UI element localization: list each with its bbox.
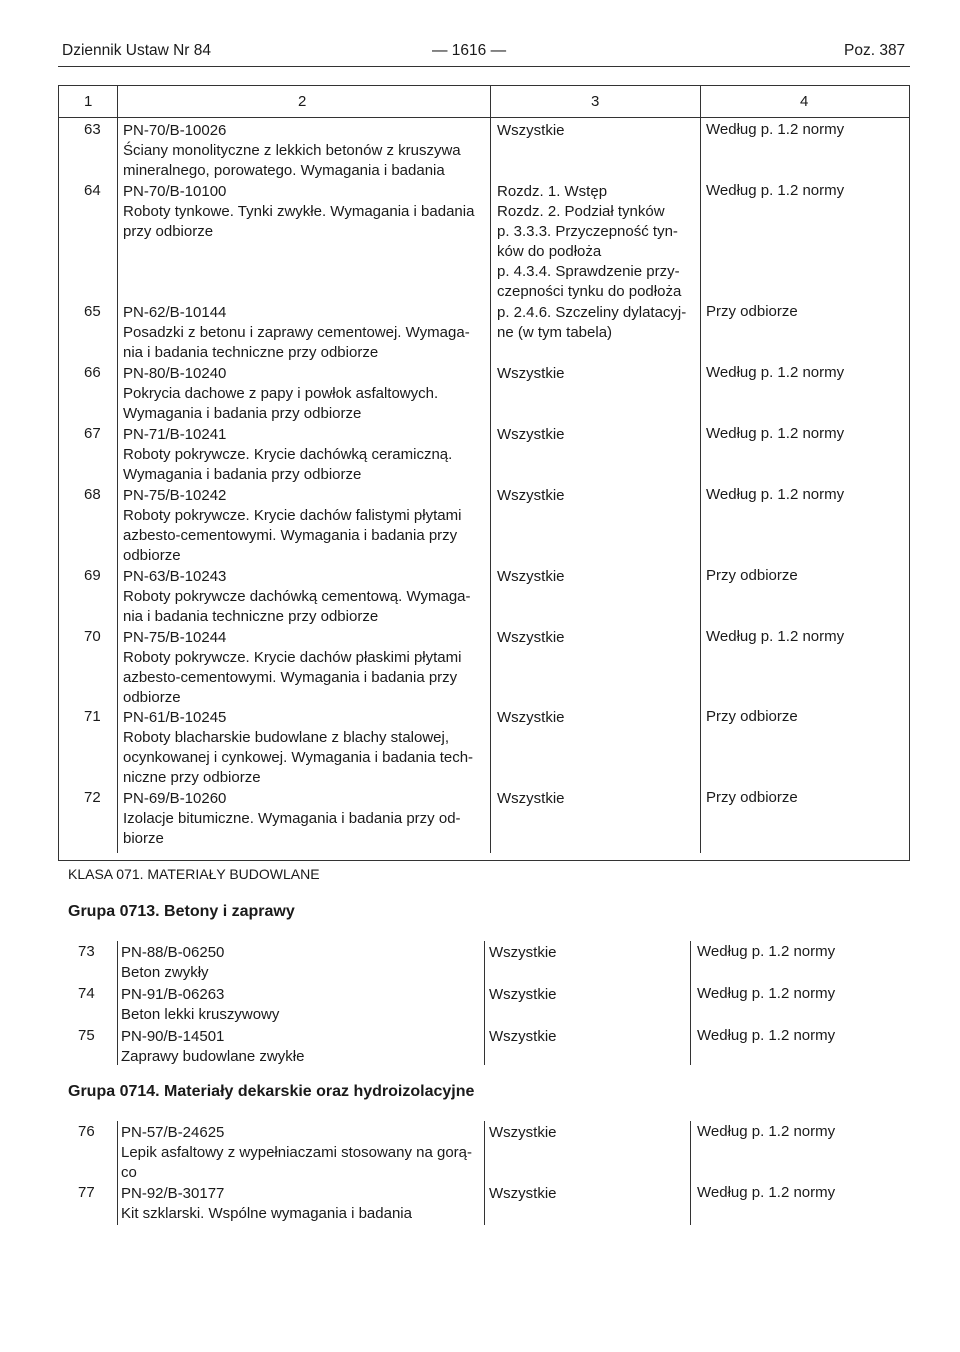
row-72-status: Przy odbiorze	[706, 789, 798, 806]
row-64-number: 64	[84, 182, 101, 199]
row-64-scope-line: czepności tynku do podłoża	[497, 283, 682, 300]
row-76-desc-line: co	[121, 1164, 137, 1181]
row-69-scope: Wszystkie	[497, 568, 565, 585]
column-rule-2	[484, 1121, 485, 1225]
row-66-number: 66	[84, 364, 101, 381]
row-70-desc-line: Roboty pokrywcze. Krycie dachów płaskimi płytami	[123, 649, 462, 666]
column-rule-1	[117, 1121, 118, 1225]
row-63-desc-line: mineralnego, porowatego. Wymagania i badania	[123, 162, 445, 179]
row-63-scope: Wszystkie	[497, 122, 565, 139]
row-69-desc-line: nia i badania techniczne przy odbiorze	[123, 608, 379, 625]
row-73-scope: Wszystkie	[489, 944, 557, 961]
column-rule-2	[490, 85, 491, 853]
row-68-desc-line: odbiorze	[123, 547, 181, 564]
row-64-scope-line: Rozdz. 1. Wstęp	[497, 183, 608, 200]
row-69-desc-code: PN-63/B-10243	[123, 568, 227, 585]
row-74-number: 74	[78, 985, 95, 1002]
row-64-desc-code: PN-70/B-10100	[123, 183, 227, 200]
row-76-status: Według p. 1.2 normy	[697, 1123, 836, 1140]
row-68-desc-line: azbesto-cementowymi. Wymagania i badania przy	[123, 527, 458, 544]
row-72-number: 72	[84, 789, 101, 806]
row-64-desc-line: przy odbiorze	[123, 223, 214, 240]
row-69-status: Przy odbiorze	[706, 567, 798, 584]
table-bottom-border	[58, 860, 910, 861]
row-63-desc-line: Ściany monolityczne z lekkich betonów z kruszywa	[123, 142, 461, 159]
row-75-status: Według p. 1.2 normy	[697, 1027, 836, 1044]
row-70-number: 70	[84, 628, 101, 645]
row-76-number: 76	[78, 1123, 95, 1140]
row-73-status: Według p. 1.2 normy	[697, 943, 836, 960]
row-67-status: Według p. 1.2 normy	[706, 425, 845, 442]
table-header-rule	[58, 117, 910, 118]
group-0714-title: Grupa 0714. Materiały dekarskie oraz hydroizolacyjne	[68, 1083, 475, 1100]
row-70-status: Według p. 1.2 normy	[706, 628, 845, 645]
row-74-desc-line: Beton lekki kruszywowy	[121, 1006, 280, 1023]
row-70-desc-code: PN-75/B-10244	[123, 629, 227, 646]
table-top-border	[58, 85, 910, 86]
row-69-number: 69	[84, 567, 101, 584]
row-63-number: 63	[84, 121, 101, 138]
row-72-desc-line: Izolacje bitumiczne. Wymagania i badania przy od-	[123, 810, 461, 827]
row-66-scope: Wszystkie	[497, 365, 565, 382]
journal-title: Dziennik Ustaw Nr 84	[62, 42, 212, 59]
row-76-desc-code: PN-57/B-24625	[121, 1124, 225, 1141]
column-header-3: 3	[591, 93, 600, 110]
column-rule-3	[700, 85, 701, 853]
row-74-desc-code: PN-91/B-06263	[121, 986, 225, 1003]
row-74-status: Według p. 1.2 normy	[697, 985, 836, 1002]
row-67-desc-line: Roboty pokrywcze. Krycie dachówką ceramiczną.	[123, 446, 453, 463]
row-71-desc-line: niczne przy odbiorze	[123, 769, 261, 786]
row-76-desc-line: Lepik asfaltowy z wypełniaczami stosowany na gorą-	[121, 1144, 472, 1161]
row-75-desc-line: Zaprawy budowlane zwykłe	[121, 1048, 305, 1065]
row-71-status: Przy odbiorze	[706, 708, 798, 725]
table-right-border	[909, 85, 910, 860]
row-71-desc-line: Roboty blacharskie budowlane z blachy stalowej,	[123, 729, 450, 746]
row-64-scope-line: Rozdz. 2. Podział tynków	[497, 203, 665, 220]
row-67-desc-code: PN-71/B-10241	[123, 426, 227, 443]
page-number: — 1616 —	[432, 42, 507, 59]
row-72-scope: Wszystkie	[497, 790, 565, 807]
row-77-scope: Wszystkie	[489, 1185, 557, 1202]
row-72-desc-code: PN-69/B-10260	[123, 790, 227, 807]
row-68-number: 68	[84, 486, 101, 503]
row-70-scope: Wszystkie	[497, 629, 565, 646]
row-77-number: 77	[78, 1184, 95, 1201]
position-number: Poz. 387	[844, 42, 906, 59]
row-65-scope-line: p. 2.4.6. Szczeliny dylatacyj-	[497, 304, 687, 321]
row-77-status: Według p. 1.2 normy	[697, 1184, 836, 1201]
header-rule	[58, 66, 910, 67]
row-69-desc-line: Roboty pokrywcze dachówką cementową. Wymaga-	[123, 588, 471, 605]
row-71-desc-code: PN-61/B-10245	[123, 709, 227, 726]
column-rule-2	[484, 941, 485, 1065]
row-75-desc-code: PN-90/B-14501	[121, 1028, 225, 1045]
row-67-number: 67	[84, 425, 101, 442]
column-rule-3	[690, 941, 691, 1065]
row-73-desc-line: Beton zwykły	[121, 964, 209, 981]
row-64-desc-line: Roboty tynkowe. Tynki zwykłe. Wymagania i badania	[123, 203, 475, 220]
column-rule-1	[117, 85, 118, 853]
column-header-2: 2	[298, 93, 307, 110]
row-71-number: 71	[84, 708, 101, 725]
row-75-scope: Wszystkie	[489, 1028, 557, 1045]
row-68-desc-code: PN-75/B-10242	[123, 487, 227, 504]
row-70-desc-line: odbiorze	[123, 689, 181, 706]
class-heading: KLASA 071. MATERIAŁY BUDOWLANE	[68, 866, 320, 882]
row-77-desc-code: PN-92/B-30177	[121, 1185, 225, 1202]
column-rule-1	[117, 941, 118, 1065]
row-65-status: Przy odbiorze	[706, 303, 798, 320]
row-67-desc-line: Wymagania i badania przy odbiorze	[123, 466, 362, 483]
row-65-desc-line: Posadzki z betonu i zaprawy cementowej. Wymaga-	[123, 324, 470, 341]
row-66-desc-line: Wymagania i badania przy odbiorze	[123, 405, 362, 422]
row-65-desc-line: nia i badania techniczne przy odbiorze	[123, 344, 379, 361]
column-header-4: 4	[800, 93, 809, 110]
row-72-desc-line: biorze	[123, 830, 164, 847]
row-73-desc-code: PN-88/B-06250	[121, 944, 225, 961]
table-left-border	[58, 85, 59, 860]
row-63-status: Według p. 1.2 normy	[706, 121, 845, 138]
row-66-desc-code: PN-80/B-10240	[123, 365, 227, 382]
group-0713-title: Grupa 0713. Betony i zaprawy	[68, 903, 295, 920]
row-68-desc-line: Roboty pokrywcze. Krycie dachów falistymi płytami	[123, 507, 462, 524]
row-64-scope-line: ków do podłoża	[497, 243, 602, 260]
row-75-number: 75	[78, 1027, 95, 1044]
row-67-scope: Wszystkie	[497, 426, 565, 443]
row-71-scope: Wszystkie	[497, 709, 565, 726]
row-68-scope: Wszystkie	[497, 487, 565, 504]
row-70-desc-line: azbesto-cementowymi. Wymagania i badania przy	[123, 669, 458, 686]
row-65-desc-code: PN-62/B-10144	[123, 304, 227, 321]
row-66-desc-line: Pokrycia dachowe z papy i powłok asfaltowych.	[123, 385, 439, 402]
row-77-desc-line: Kit szklarski. Wspólne wymagania i badania	[121, 1205, 412, 1222]
row-68-status: Według p. 1.2 normy	[706, 486, 845, 503]
row-64-scope-line: p. 3.3.3. Przyczepność tyn-	[497, 223, 678, 240]
row-65-scope-line: ne (w tym tabela)	[497, 324, 613, 341]
row-65-number: 65	[84, 303, 101, 320]
row-73-number: 73	[78, 943, 95, 960]
row-63-desc-code: PN-70/B-10026	[123, 122, 227, 139]
row-71-desc-line: ocynkowanej i cynkowej. Wymagania i badania tech-	[123, 749, 474, 766]
column-rule-3	[690, 1121, 691, 1225]
row-64-scope-line: p. 4.3.4. Sprawdzenie przy-	[497, 263, 680, 280]
row-64-status: Według p. 1.2 normy	[706, 182, 845, 199]
column-header-1: 1	[84, 93, 93, 110]
row-74-scope: Wszystkie	[489, 986, 557, 1003]
row-76-scope: Wszystkie	[489, 1124, 557, 1141]
row-66-status: Według p. 1.2 normy	[706, 364, 845, 381]
